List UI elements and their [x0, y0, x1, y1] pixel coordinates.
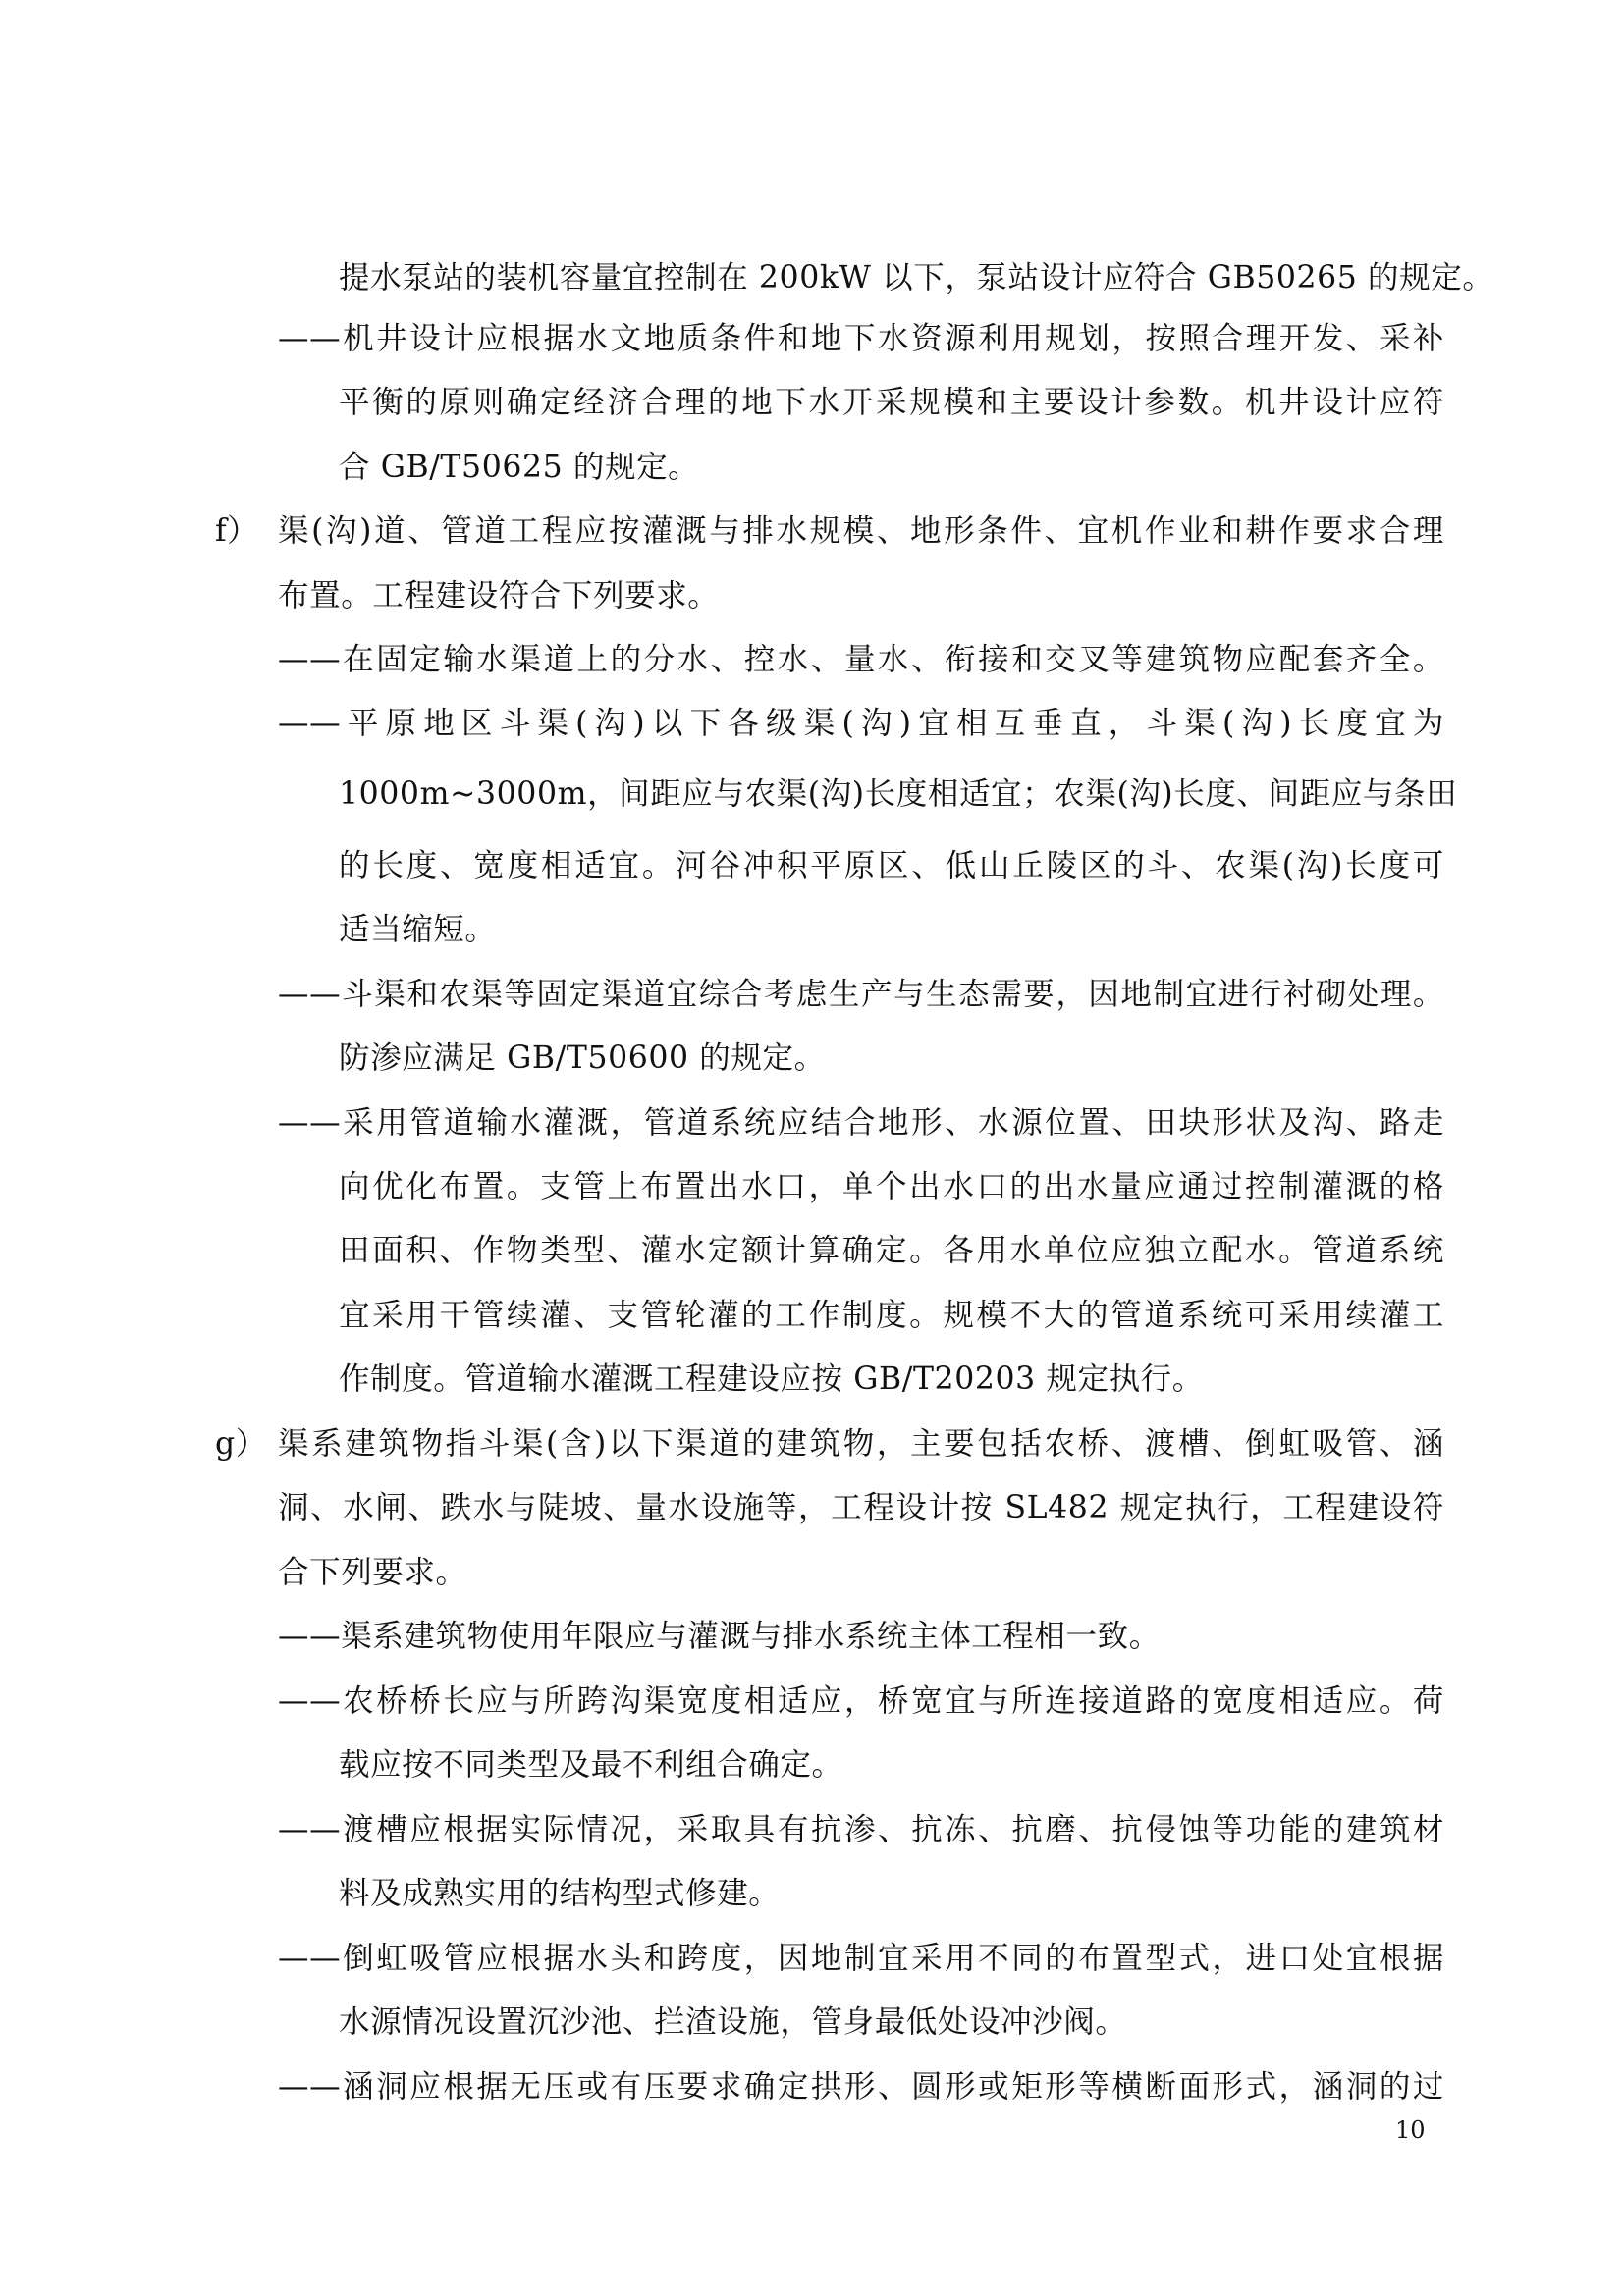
- body-line: 适当缩短。: [339, 912, 497, 947]
- body-line: 载应按不同类型及最不利组合确定。: [339, 1747, 843, 1783]
- body-line: 防渗应满足 GB/T50600 的规定。: [339, 1041, 826, 1076]
- list-item-dash: ——涵洞应根据无压或有压要求确定拱形、圆形或矩形等横断面形式，涵洞的过: [278, 2069, 1444, 2105]
- body-line: 合下列要求。: [278, 1555, 467, 1590]
- body-line: 合 GB/T50625 的规定。: [339, 450, 700, 485]
- body-line: 水源情况设置沉沙池、拦渣设施，管身最低处设冲沙阀。: [339, 2004, 1127, 2040]
- list-item-dash: ——渡槽应根据实际情况，采取具有抗渗、抗冻、抗磨、抗侵蚀等功能的建筑材: [278, 1812, 1444, 1847]
- body-line: 作制度。管道输水灌溉工程建设应按 GB/T20203 规定执行。: [339, 1362, 1204, 1397]
- body-line: 田面积、作物类型、灌水定额计算确定。各用水单位应独立配水。管道系统: [339, 1233, 1444, 1268]
- body-line: 提水泵站的装机容量宜控制在 200kW 以下，泵站设计应符合 GB50265 的规定。: [339, 260, 1494, 295]
- list-item-dash: ——农桥桥长应与所跨沟渠宽度相适应，桥宽宜与所连接道路的宽度相适应。荷: [278, 1683, 1444, 1719]
- page-number: 10: [1395, 2116, 1426, 2144]
- list-item-dash: ——在固定输水渠道上的分水、控水、量水、衔接和交叉等建筑物应配套齐全。: [278, 642, 1444, 677]
- item-marker-g: g）: [215, 1426, 267, 1462]
- body-line: 的长度、宽度相适宜。河谷冲积平原区、低山丘陵区的斗、农渠(沟)长度可: [339, 848, 1444, 883]
- body-line: 1000m~3000m，间距应与农渠(沟)长度相适宜；农渠(沟)长度、间距应与条田: [339, 776, 1458, 812]
- list-item-dash: ——机井设计应根据水文地质条件和地下水资源利用规划，按照合理开发、采补: [278, 321, 1444, 356]
- body-line: 洞、水闸、跌水与陡坡、量水设施等，工程设计按 SL482 规定执行，工程建设符: [278, 1490, 1444, 1525]
- body-line: 渠系建筑物指斗渠(含)以下渠道的建筑物，主要包括农桥、渡槽、倒虹吸管、涵: [278, 1426, 1444, 1462]
- body-line: 渠(沟)道、管道工程应按灌溉与排水规模、地形条件、宜机作业和耕作要求合理: [278, 513, 1444, 549]
- body-line: 宜采用干管续灌、支管轮灌的工作制度。规模不大的管道系统可采用续灌工: [339, 1298, 1444, 1333]
- body-line: 平衡的原则确定经济合理的地下水开采规模和主要设计参数。机井设计应符: [339, 385, 1444, 420]
- list-item-dash: ——平原地区斗渠(沟)以下各级渠(沟)宜相互垂直，斗渠(沟)长度宜为: [278, 706, 1444, 741]
- body-line: 向优化布置。支管上布置出水口，单个出水口的出水量应通过控制灌溉的格: [339, 1169, 1444, 1204]
- list-item-dash: ——渠系建筑物使用年限应与灌溉与排水系统主体工程相一致。: [278, 1619, 1161, 1654]
- list-item-dash: ——倒虹吸管应根据水头和跨度，因地制宜采用不同的布置型式，进口处宜根据: [278, 1941, 1444, 1976]
- body-line: 料及成熟实用的结构型式修建。: [339, 1876, 781, 1911]
- list-item-dash: ——采用管道输水灌溉，管道系统应结合地形、水源位置、田块形状及沟、路走: [278, 1105, 1444, 1141]
- body-line: 布置。工程建设符合下列要求。: [278, 578, 720, 614]
- list-item-dash: ——斗渠和农渠等固定渠道宜综合考虑生产与生态需要，因地制宜进行衬砌处理。: [278, 977, 1444, 1012]
- item-marker-f: f）: [215, 513, 259, 549]
